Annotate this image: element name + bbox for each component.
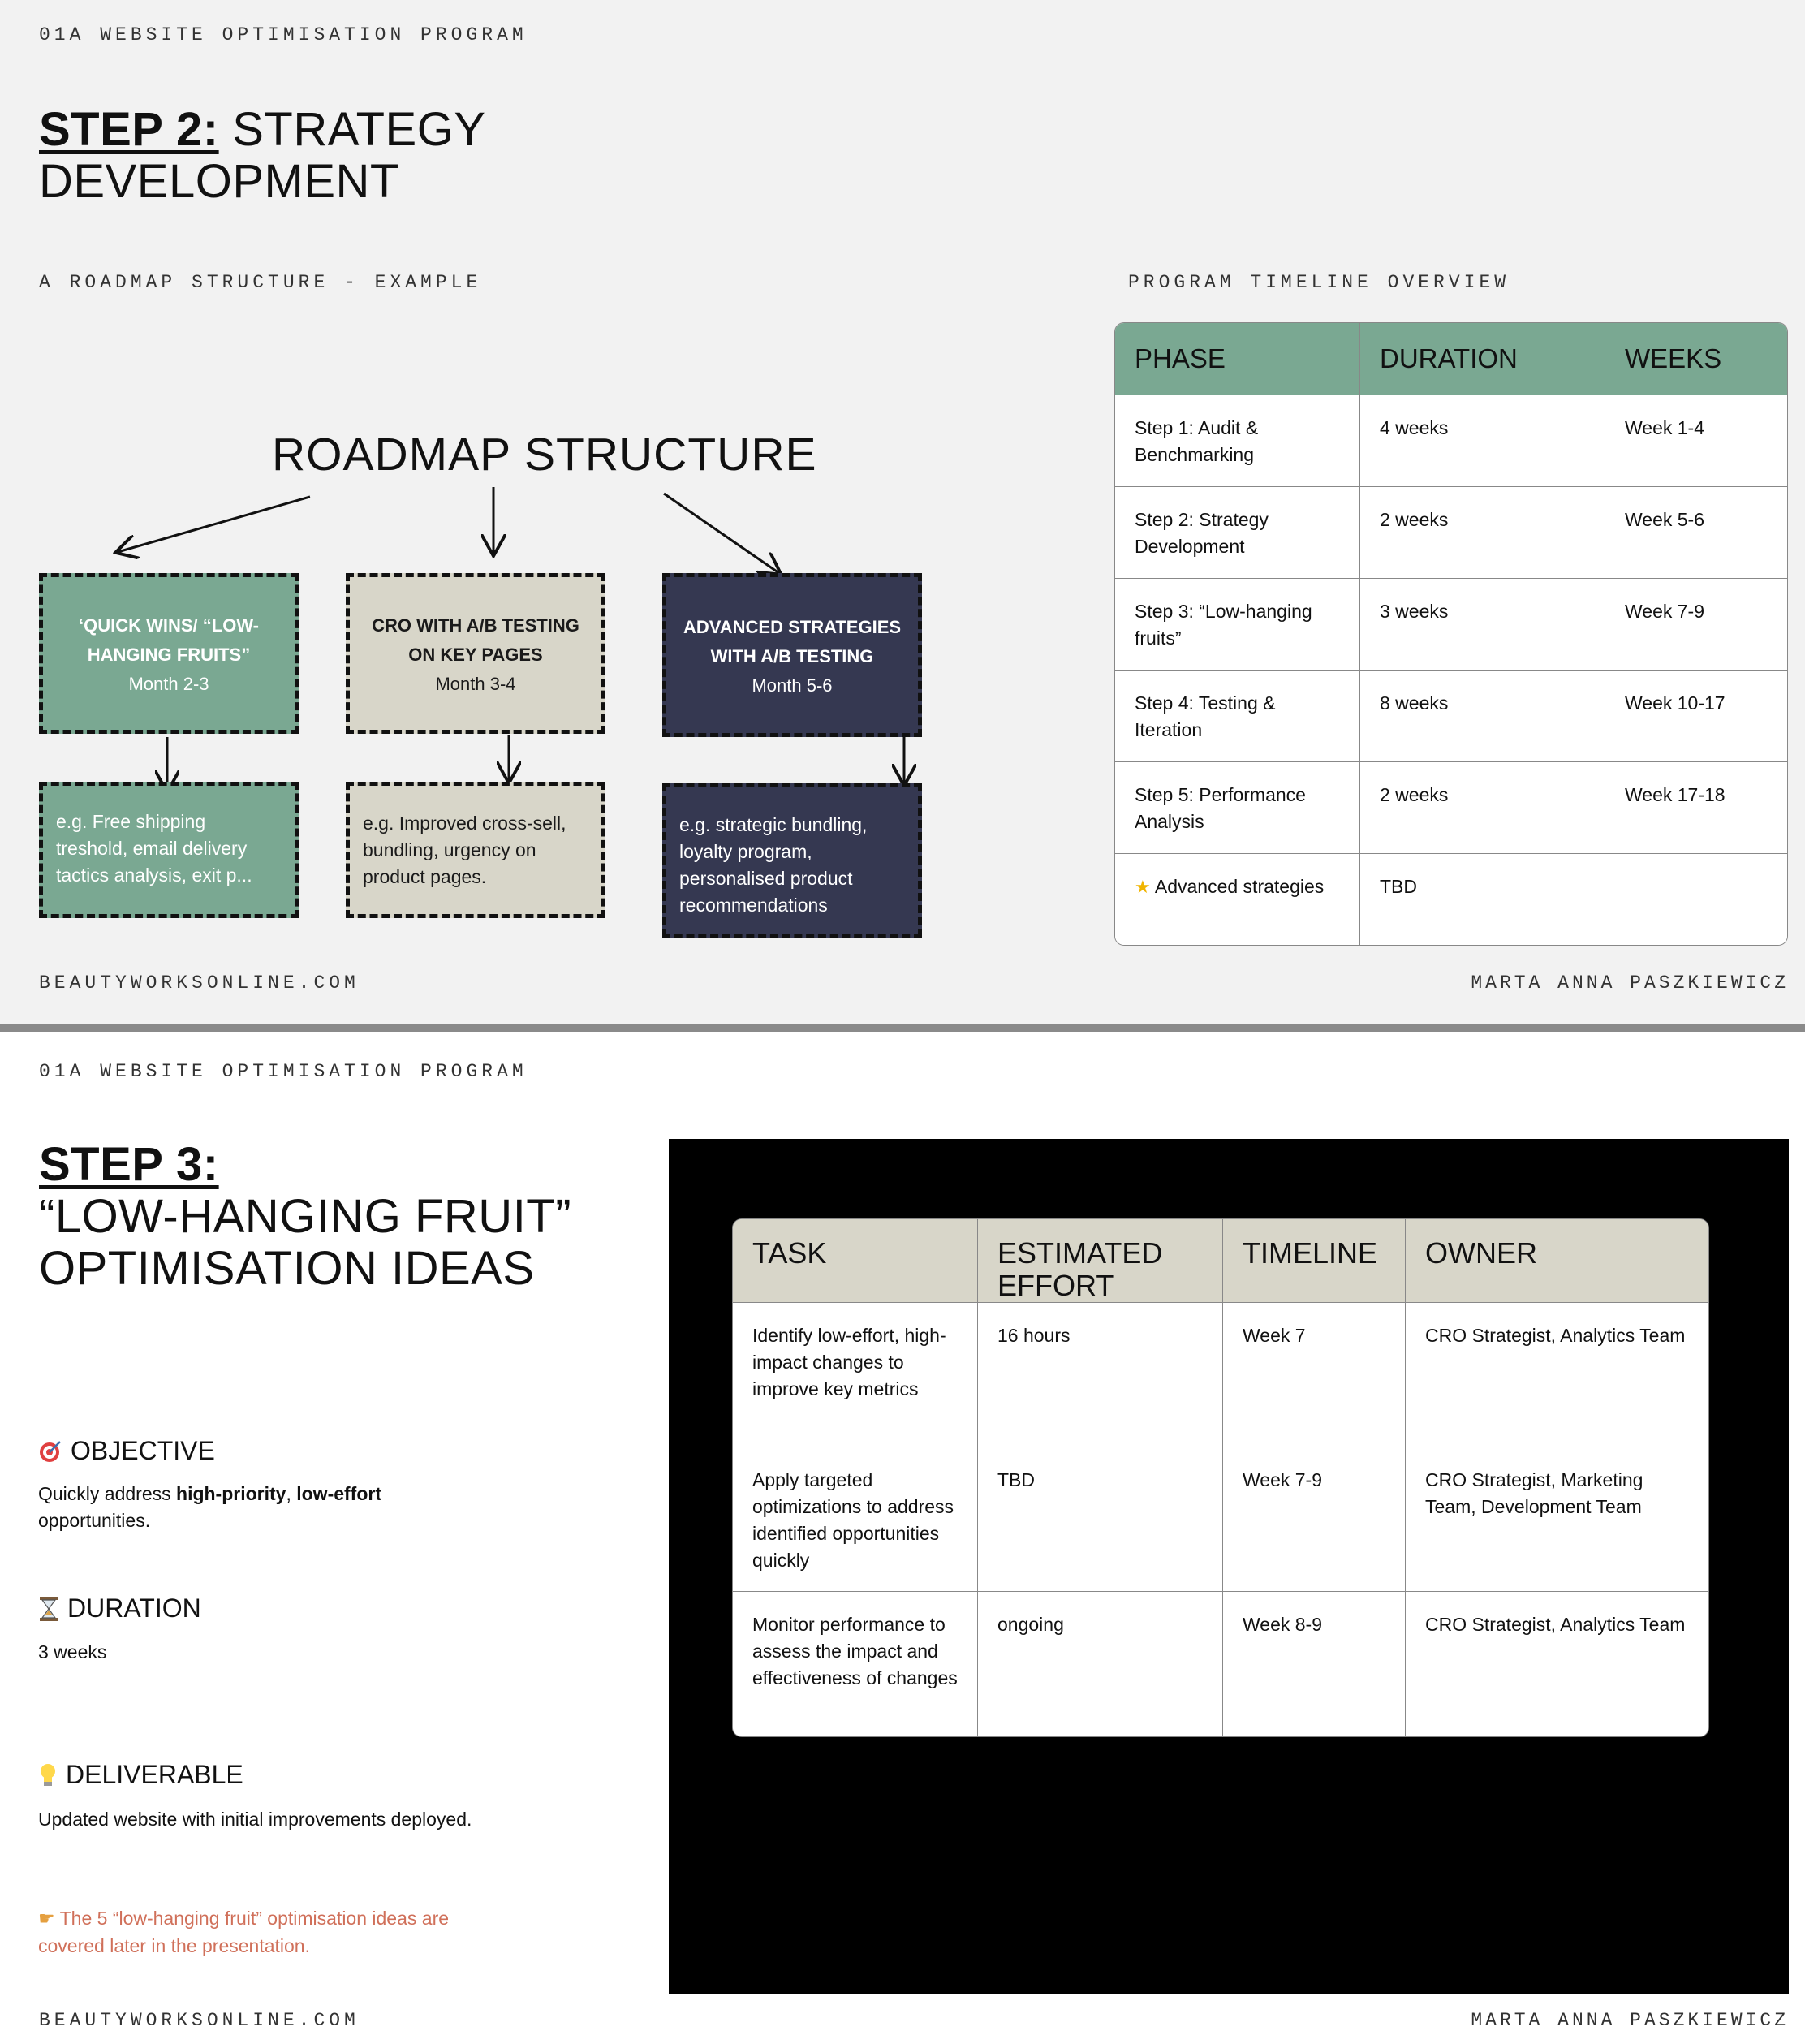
duration-text: 3 weeks bbox=[38, 1641, 107, 1662]
slide-header: 01A WEBSITE OPTIMISATION PROGRAM bbox=[39, 24, 528, 45]
cell-weeks: Week 17-18 bbox=[1605, 762, 1787, 854]
cell-phase-text: Advanced strategies bbox=[1154, 876, 1325, 897]
cell-timeline: Week 7-9 bbox=[1223, 1447, 1406, 1592]
cell-timeline: Week 8-9 bbox=[1223, 1592, 1406, 1736]
title-step-label: STEP 2: bbox=[39, 103, 219, 156]
cell-effort: TBD bbox=[978, 1447, 1223, 1592]
cell-phase: Step 4: Testing & Iteration bbox=[1115, 671, 1360, 762]
roadmap-box-advanced-strategies bbox=[662, 573, 922, 737]
objective-heading-text: OBJECTIVE bbox=[71, 1436, 215, 1465]
table-row bbox=[1115, 762, 1787, 854]
example-box-quick-wins: e.g. Free shipping treshold, email delivery tactics analysis, exit p... bbox=[39, 782, 299, 918]
cell-task: Apply targeted optimizations to address identified opportunities quickly bbox=[733, 1447, 978, 1592]
table-row bbox=[1115, 395, 1787, 487]
cell-owner: CRO Strategist, Marketing Team, Development Team bbox=[1406, 1447, 1708, 1592]
arrow-to-quick-wins bbox=[118, 497, 310, 552]
cell-weeks: Week 10-17 bbox=[1605, 671, 1787, 762]
target-icon bbox=[38, 1439, 62, 1464]
cell-owner: CRO Strategist, Analytics Team bbox=[1406, 1592, 1708, 1736]
cell-duration: 8 weeks bbox=[1360, 671, 1605, 762]
slide-divider bbox=[0, 1024, 1805, 1032]
table-row bbox=[733, 1303, 1708, 1447]
col-header-effort: ESTIMATED EFFORT bbox=[978, 1219, 1223, 1303]
objective-text-pre: Quickly address bbox=[38, 1483, 177, 1504]
box-title: ‘QUICK WINS/ “LOW- bbox=[79, 615, 259, 636]
pointing-hand-icon: ☛ bbox=[38, 1908, 55, 1930]
box-title: CRO WITH A/B TESTING bbox=[372, 615, 579, 636]
box-title: WITH A/B TESTING bbox=[710, 646, 874, 666]
footer-author: MARTA ANNA PASZKIEWICZ bbox=[1471, 2010, 1789, 2031]
box-month: Month 2-3 bbox=[128, 674, 209, 694]
footer-website: BEAUTYWORKSONLINE.COM bbox=[39, 2010, 360, 2031]
cell-weeks: Week 1-4 bbox=[1605, 395, 1787, 487]
tasks-table bbox=[732, 1218, 1709, 1737]
cell-weeks: Week 7-9 bbox=[1605, 579, 1787, 671]
title-line1: STRATEGY bbox=[218, 103, 486, 156]
cell-phase: Step 3: “Low-hanging fruits” bbox=[1115, 579, 1360, 671]
table-row bbox=[733, 1447, 1708, 1592]
cell-effort: ongoing bbox=[978, 1592, 1223, 1736]
cell-phase: Step 5: Performance Analysis bbox=[1115, 762, 1360, 854]
cell-effort: 16 hours bbox=[978, 1303, 1223, 1447]
cell-task: Monitor performance to assess the impact and effectiveness of changes bbox=[733, 1592, 978, 1736]
roadmap-box-quick-wins bbox=[39, 573, 299, 734]
cell-duration: 3 weeks bbox=[1360, 579, 1605, 671]
deliverable-text: Updated website with initial improvements deployed. bbox=[38, 1809, 472, 1830]
timeline-section-label: PROGRAM TIMELINE OVERVIEW bbox=[1128, 272, 1510, 293]
cell-phase: Step 2: Strategy Development bbox=[1115, 487, 1360, 579]
table-row bbox=[1115, 854, 1787, 945]
cell-duration: 2 weeks bbox=[1360, 487, 1605, 579]
duration-heading bbox=[38, 1593, 201, 1624]
cell-weeks: Week 5-6 bbox=[1605, 487, 1787, 579]
box-title: HANGING FRUITS” bbox=[87, 645, 251, 665]
cell-owner: CRO Strategist, Analytics Team bbox=[1406, 1303, 1708, 1447]
objective-bold-low-effort: low-effort bbox=[296, 1483, 381, 1504]
deliverable-heading bbox=[38, 1760, 243, 1790]
title-line2: DEVELOPMENT bbox=[39, 155, 399, 208]
objective-bold-high-priority: high-priority bbox=[176, 1483, 286, 1504]
table-row bbox=[733, 1592, 1708, 1736]
table-row bbox=[1115, 579, 1787, 671]
star-icon: ★ bbox=[1135, 878, 1151, 898]
example-box-cro: e.g. Improved cross-sell, bundling, urgency on product pages. bbox=[346, 782, 605, 918]
objective-text bbox=[38, 1481, 493, 1534]
footer-author: MARTA ANNA PASZKIEWICZ bbox=[1471, 972, 1789, 994]
example-box-advanced: e.g. strategic bundling, loyalty program, personalised product recommendations bbox=[662, 783, 922, 938]
cell-phase bbox=[1115, 854, 1360, 945]
hourglass-icon bbox=[38, 1596, 59, 1622]
arrow-to-advanced bbox=[664, 494, 779, 573]
col-header-weeks: WEEKS bbox=[1605, 323, 1787, 395]
lightbulb-icon bbox=[38, 1762, 58, 1788]
col-header-duration: DURATION bbox=[1360, 323, 1605, 395]
cell-duration: 4 weeks bbox=[1360, 395, 1605, 487]
title-step-label: STEP 3: bbox=[39, 1138, 219, 1191]
box-title: ON KEY PAGES bbox=[408, 645, 543, 665]
box-month: Month 5-6 bbox=[752, 675, 833, 696]
cell-timeline: Week 7 bbox=[1223, 1303, 1406, 1447]
table-row bbox=[1115, 671, 1787, 762]
col-header-timeline: TIMELINE bbox=[1223, 1219, 1406, 1303]
table-header-row bbox=[1115, 323, 1787, 395]
objective-heading bbox=[38, 1436, 215, 1466]
box-month: Month 3-4 bbox=[435, 674, 516, 694]
duration-heading-text: DURATION bbox=[67, 1593, 201, 1623]
footer-website: BEAUTYWORKSONLINE.COM bbox=[39, 972, 360, 994]
col-header-owner: OWNER bbox=[1406, 1219, 1708, 1303]
roadmap-section-label: A ROADMAP STRUCTURE - EXAMPLE bbox=[39, 272, 482, 293]
table-row bbox=[1115, 487, 1787, 579]
cell-weeks bbox=[1605, 854, 1787, 945]
table-header-row bbox=[733, 1219, 1708, 1303]
col-header-task: TASK bbox=[733, 1219, 978, 1303]
cell-duration: 2 weeks bbox=[1360, 762, 1605, 854]
cell-task: Identify low-effort, high-impact changes to improve key metrics bbox=[733, 1303, 978, 1447]
title-line2: “LOW-HANGING FRUIT” bbox=[39, 1190, 572, 1243]
slide-header: 01A WEBSITE OPTIMISATION PROGRAM bbox=[39, 1061, 528, 1082]
objective-text-post: opportunities. bbox=[38, 1510, 151, 1531]
title-line3: OPTIMISATION IDEAS bbox=[39, 1242, 535, 1295]
objective-sep: , bbox=[286, 1483, 297, 1504]
timeline-table bbox=[1114, 322, 1788, 946]
col-header-phase: PHASE bbox=[1115, 323, 1360, 395]
cell-duration: TBD bbox=[1360, 854, 1605, 945]
roadmap-title: ROADMAP STRUCTURE bbox=[272, 429, 817, 481]
roadmap-box-cro-ab-testing bbox=[346, 573, 605, 734]
note-text bbox=[38, 1905, 493, 1960]
page-title bbox=[39, 1139, 571, 1295]
deliverable-heading-text: DELIVERABLE bbox=[66, 1760, 243, 1789]
note-text-content: The 5 “low-hanging fruit” optimisation ideas are covered later in the presentation. bbox=[38, 1908, 450, 1956]
box-title: ADVANCED STRATEGIES bbox=[683, 617, 902, 637]
cell-phase: Step 1: Audit & Benchmarking bbox=[1115, 395, 1360, 487]
